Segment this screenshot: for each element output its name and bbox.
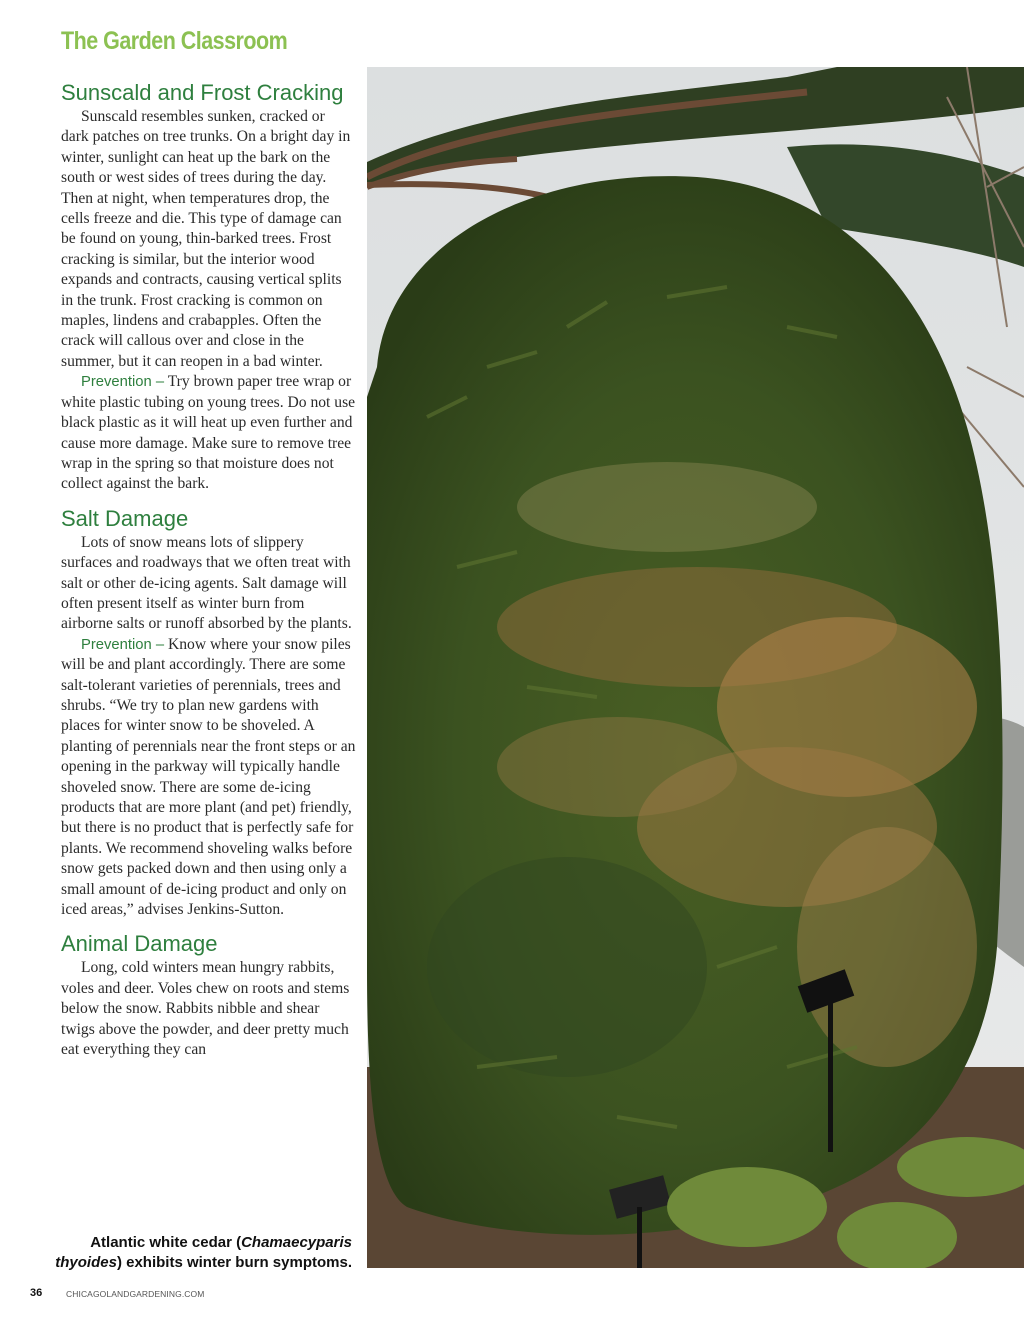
caption-species: Chamaecyparis thyoides — [55, 1234, 352, 1271]
prevention-text: Try brown paper tree wrap or white plastic tubing on young trees. Do not use black plastic as it will heat up even further and cause more damage. Make sure to remove tree wrap in the spring so that moisture does not collect against the bark. — [61, 373, 356, 493]
section-heading-animal: Animal Damage — [61, 931, 218, 957]
caption-text: Atlantic white cedar ( — [90, 1234, 242, 1251]
cedar-photo — [367, 67, 1024, 1268]
section-body-salt: Lots of snow means lots of slippery surfaces and roadways that we often treat with salt or other de-icing agents. Salt damage will often present itself as winter burn from airborne salts or runoff absorbed by the plants. — [61, 533, 352, 633]
prevention-label: Prevention – — [81, 374, 165, 391]
photo-caption — [40, 1233, 352, 1273]
section-heading-sunscald: Sunscald and Frost Cracking — [61, 80, 344, 105]
caption-text-end: ) exhibits winter burn symptoms. — [116, 1254, 352, 1271]
prevention-paragraph-sunscald — [61, 372, 356, 494]
section-heading-salt: Salt Damage — [61, 505, 189, 531]
section-body-sunscald: Sunscald resembles sunken, cracked or dark patches on tree trunks. On a bright day in winter, sunlight can heat up the bark on the south or west sides of trees during the day. Then at night, when temperatures drop, the cells freeze and die. This type of damage can be found on young, thin-barked trees. Frost cracking is similar, but the interior wood expands and contracts, causing vertical splits in the trunk. Frost cracking is common on maples, lindens and crabapples. Often the crack will callous over and close in the summer, but it can reopen in a bad winter. — [61, 108, 351, 370]
page-number: 36 — [30, 1287, 43, 1299]
prevention-label: Prevention – — [81, 636, 165, 653]
prevention-paragraph-salt — [61, 635, 356, 921]
prevention-text: Know where your snow piles will be and plant accordingly. There are some salt-tolerant varieties of perennials, trees and shrubs. “We try to plan new gardens with places for winter snow to be shoveled. A planting of perennials near the front steps or an opening in the parkway will typically handle shoveled snow. There are some de-icing products that are more plant (and pet) friendly, but there is no product that is perfectly safe for plants. We recommend shoveling walks before snow gets packed down and then using only a small amount of de-icing product and only on iced areas,” advises Jenkins-Sutton. — [61, 635, 356, 919]
department-kicker: The Garden Classroom — [61, 27, 288, 55]
section-body-animal: Long, cold winters mean hungry rabbits, voles and deer. Voles chew on roots and stems below the snow. Rabbits nibble and shear twigs above the powder, and deer pretty much eat everything they can — [61, 959, 350, 1059]
article-column — [61, 79, 356, 1060]
footer-site: CHICAGOLANDGARDENING.COM — [66, 1289, 205, 1299]
